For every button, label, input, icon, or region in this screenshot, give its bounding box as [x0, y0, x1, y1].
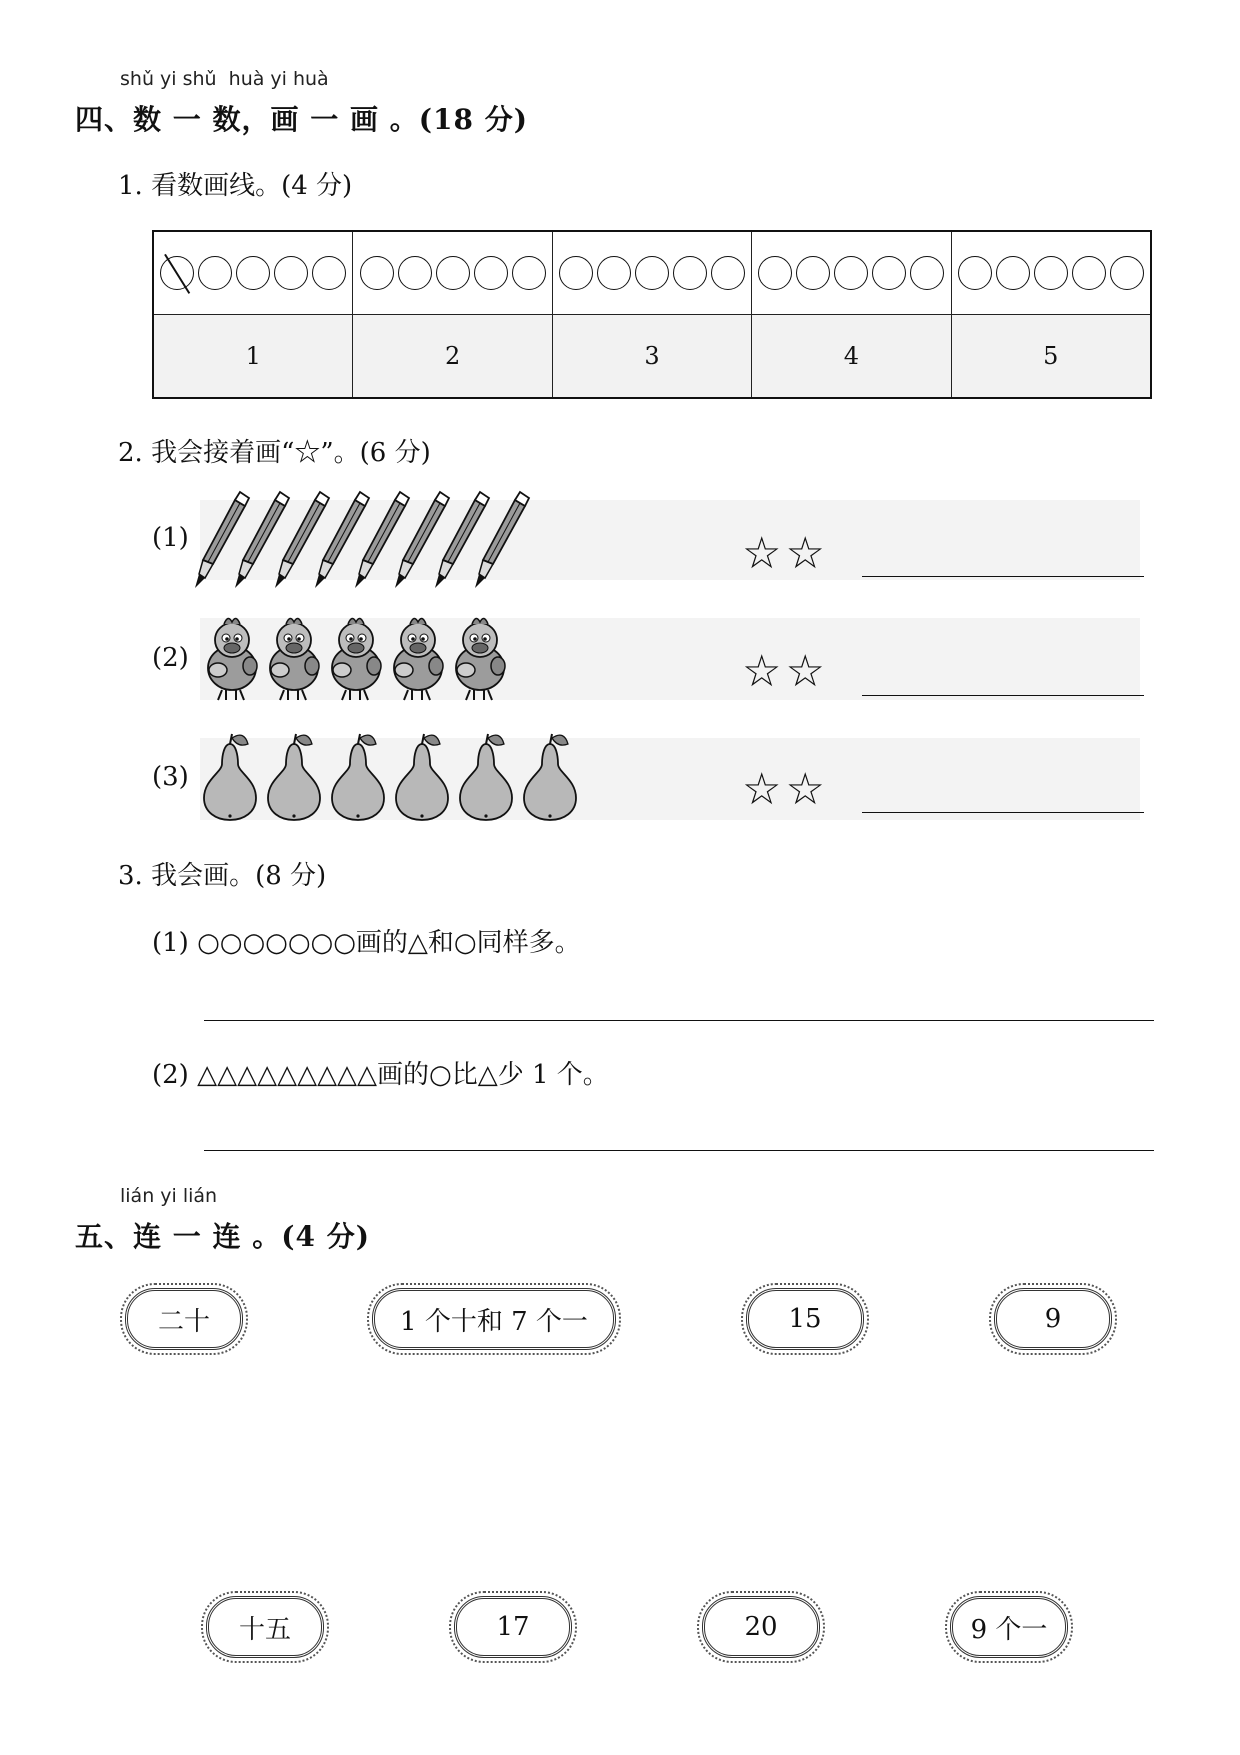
- answer-line[interactable]: [862, 695, 1144, 696]
- circle-cell-2[interactable]: [353, 231, 552, 315]
- number-cell: 2: [353, 315, 552, 399]
- circle-cell-5[interactable]: [951, 231, 1151, 315]
- number-cell: 3: [552, 315, 751, 399]
- chick-group: [200, 612, 540, 707]
- match-box-bottom-3[interactable]: 20: [702, 1596, 820, 1658]
- number-cell: 1: [153, 315, 353, 399]
- answer-line[interactable]: [862, 576, 1144, 577]
- match-box-top-3[interactable]: 15: [746, 1288, 864, 1350]
- chick-icon: [270, 618, 319, 700]
- count-table: [152, 230, 1152, 399]
- match-box-bottom-2[interactable]: 17: [454, 1596, 572, 1658]
- circle: [559, 256, 593, 290]
- pear-icon: [524, 734, 576, 820]
- pear-icon: [332, 734, 384, 820]
- match-box-top-2[interactable]: 1 个十和 7 个一: [372, 1288, 616, 1350]
- drawing-line-1[interactable]: [204, 1020, 1154, 1021]
- circle: [872, 256, 906, 290]
- q2-item1-tag: (1): [152, 523, 189, 553]
- section5-pinyin: lián yi lián: [120, 1185, 218, 1207]
- circle: [236, 256, 270, 290]
- section4-title: 四、数 一 数，画 一 画 。(18 分): [75, 103, 528, 136]
- circle: [1110, 256, 1144, 290]
- number-cell: 5: [951, 315, 1151, 399]
- q2-item2-tag: (2): [152, 643, 189, 673]
- star-pattern: ☆☆: [742, 646, 829, 697]
- circle: [474, 256, 508, 290]
- circle: [198, 256, 232, 290]
- circle: [512, 256, 546, 290]
- q3-label: 3. 我会画。(8 分): [118, 861, 327, 891]
- circle: [834, 256, 868, 290]
- circle: [1034, 256, 1068, 290]
- chick-icon: [394, 618, 443, 700]
- pencil-group: [195, 490, 545, 590]
- match-box-bottom-1[interactable]: 十五: [206, 1596, 324, 1658]
- star-pattern: ☆☆: [742, 528, 829, 579]
- circle: [796, 256, 830, 290]
- circle: [711, 256, 745, 290]
- circle-cell-4[interactable]: [752, 231, 951, 315]
- circle: [635, 256, 669, 290]
- circle: [436, 256, 470, 290]
- pear-group: [200, 730, 590, 825]
- answer-line[interactable]: [862, 812, 1144, 813]
- circle: [360, 256, 394, 290]
- circle: [398, 256, 432, 290]
- star-pattern: ☆☆: [742, 764, 829, 815]
- q2-item3-tag: (3): [152, 762, 189, 792]
- chick-icon: [456, 618, 505, 700]
- circle: [597, 256, 631, 290]
- number-cell: 4: [752, 315, 951, 399]
- circle: [910, 256, 944, 290]
- circle-cell-3[interactable]: [552, 231, 751, 315]
- q3-item1: (1) ○○○○○○○画的△和○同样多。: [152, 928, 581, 958]
- section4-pinyin: shǔ yi shǔ huà yi huà: [120, 68, 329, 90]
- number-row: [153, 315, 1151, 399]
- pear-icon: [268, 734, 320, 820]
- circle: [996, 256, 1030, 290]
- pear-icon: [396, 734, 448, 820]
- section5-title: 五、连 一 连 。(4 分): [75, 1220, 370, 1253]
- circle: [274, 256, 308, 290]
- chick-icon: [332, 618, 381, 700]
- q1-label: 1. 看数画线。(4 分): [118, 171, 353, 201]
- circle: [312, 256, 346, 290]
- circle: [758, 256, 792, 290]
- chick-icon: [208, 618, 257, 700]
- pear-icon: [204, 734, 256, 820]
- circle: [958, 256, 992, 290]
- circle-row: [153, 231, 1151, 315]
- circle-crossed: [160, 256, 194, 290]
- pear-icon: [460, 734, 512, 820]
- drawing-line-2[interactable]: [204, 1150, 1154, 1151]
- match-box-top-1[interactable]: 二十: [125, 1288, 243, 1350]
- match-box-top-4[interactable]: 9: [994, 1288, 1112, 1350]
- match-box-bottom-4[interactable]: 9 个一: [950, 1596, 1068, 1658]
- circle: [1072, 256, 1106, 290]
- q2-label: 2. 我会接着画“☆”。(6 分): [118, 438, 431, 468]
- circle-cell-1[interactable]: [153, 231, 353, 315]
- circle: [673, 256, 707, 290]
- q3-item2: (2) △△△△△△△△△画的○比△少 1 个。: [152, 1060, 609, 1090]
